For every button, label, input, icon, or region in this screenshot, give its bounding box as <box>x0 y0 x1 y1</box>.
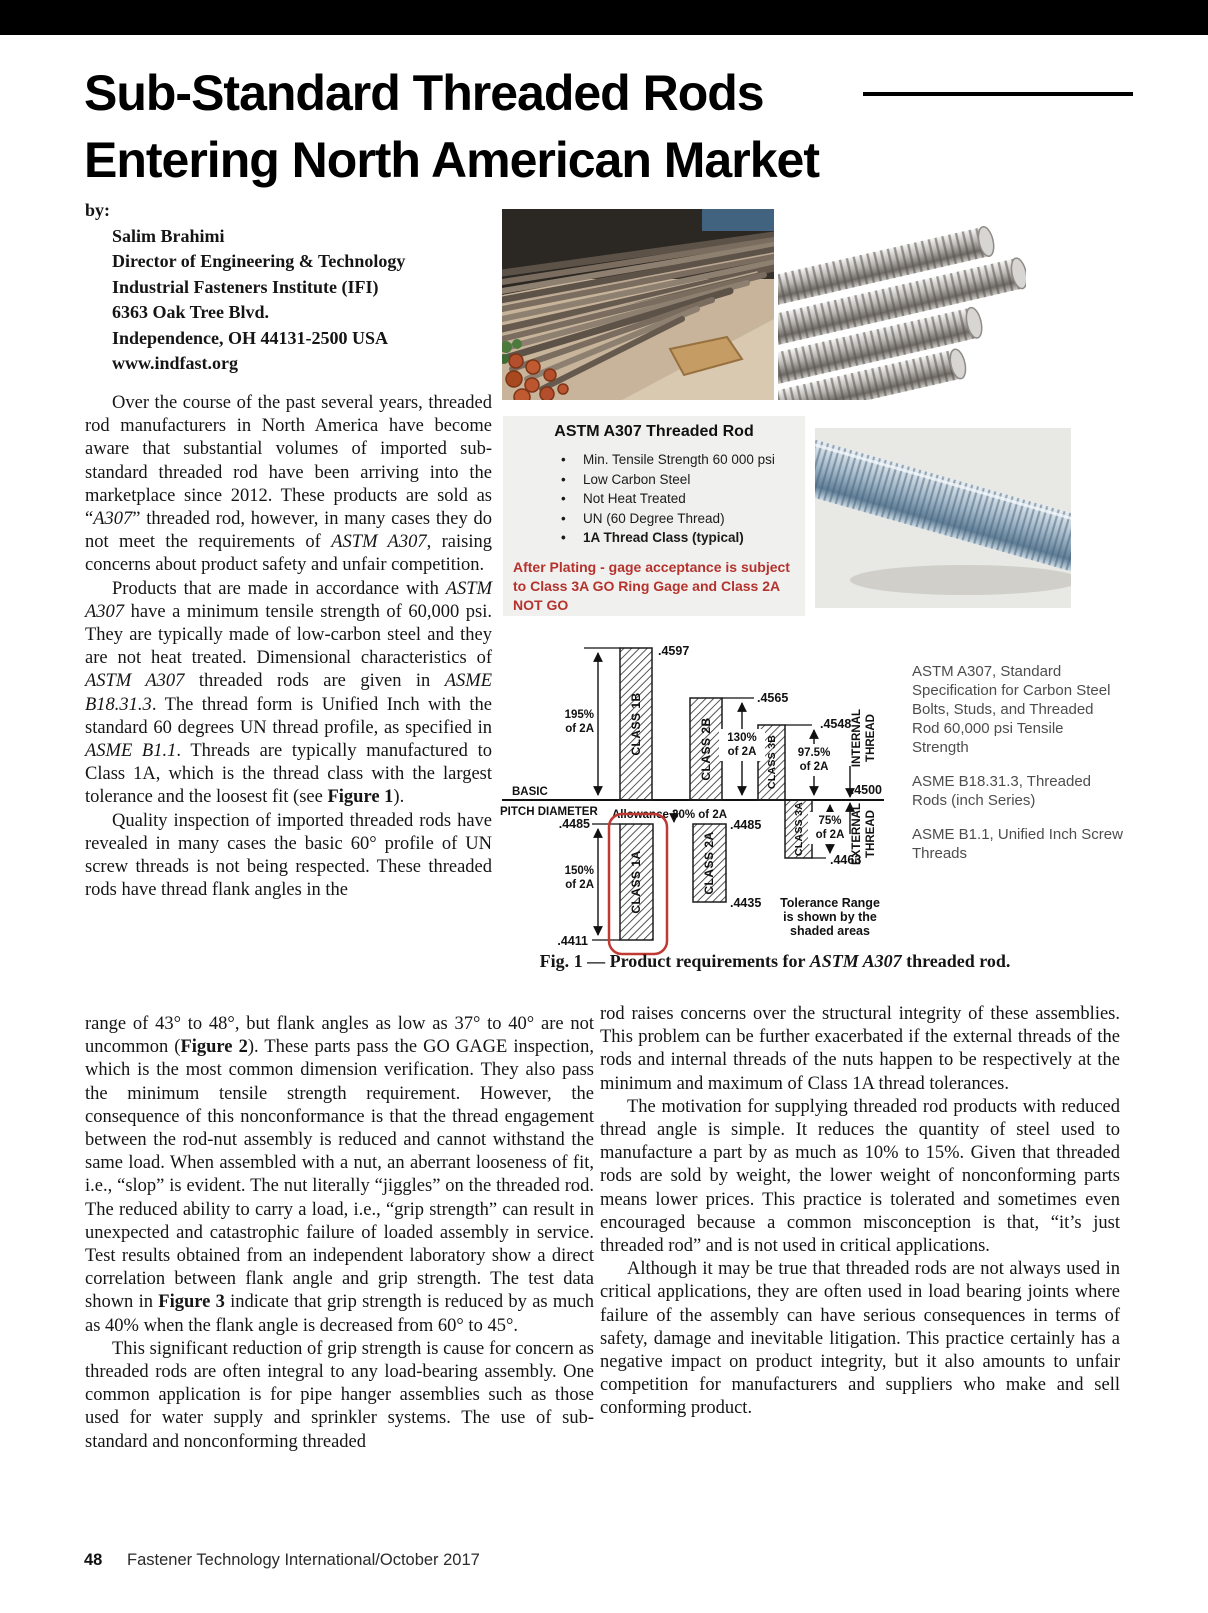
info-box-title: ASTM A307 Threaded Rod <box>554 423 754 440</box>
value-4500: .4500 <box>850 783 882 797</box>
photo-zinc-plated-rod-art <box>815 428 1071 608</box>
photo-threaded-rods-white-art <box>778 209 1026 400</box>
paragraph: Over the course of the past several years, threaded rod manufacturers in North America have become aware that substantial volumes of imported sub-standard threaded rod have been arriving into the marketplace since 2012. These products are sold as “A307” threaded rod, however, in many cases they do not meet the requirements of ASTM A307, raising concerns about product safety and unfair competition. <box>85 393 492 576</box>
photo-threaded-rods-white <box>778 209 1026 400</box>
astm-a307-info-box <box>503 416 805 616</box>
external-thread-label-1: EXTERNAL <box>851 803 863 865</box>
tol-1b-line2: of 2A <box>565 723 594 735</box>
caption-standard-name: ASTM A307 <box>809 951 902 971</box>
class-2a-label: CLASS 2A <box>702 831 716 895</box>
tol-3b-line2: of 2A <box>799 761 829 773</box>
reference-astm-a307: ASTM A307, Standard Specification for Carbon Steel Bolts, Studs, and Threaded Rod 60,000 psi Tensile Strength <box>912 663 1111 756</box>
value-4485-right: .4485 <box>730 818 762 832</box>
value-4597: .4597 <box>658 644 690 658</box>
allowance-label: Allowance 30% of 2A <box>612 809 728 821</box>
article-column-right <box>600 1003 1120 1421</box>
bullet-icon: • <box>561 452 566 467</box>
author-city: Independence, OH 44131-2500 USA <box>112 327 389 348</box>
bullet-item: • Low Carbon Steel <box>561 470 805 490</box>
byline-label: by: <box>85 200 111 220</box>
tol-2b-line2: of 2A <box>727 746 757 758</box>
class-2b-label: CLASS 2B <box>699 717 713 781</box>
figure1-svg <box>498 618 890 958</box>
class-3a-label: CLASS 3A <box>793 801 805 857</box>
bullet-icon: • <box>561 471 566 487</box>
external-thread-label-2: THREAD <box>865 810 877 858</box>
class-1a-label: CLASS 1A <box>629 850 643 914</box>
bullet-icon: • <box>561 491 566 506</box>
page-number: 48 <box>84 1551 103 1569</box>
reference-asme-b1-1: ASME B1.1, Unified Inch Screw Threads <box>912 826 1123 862</box>
tol-2b-line1: 130% <box>727 732 757 744</box>
class-3b-label: CLASS 3B <box>766 734 778 790</box>
value-4485-left: .4485 <box>558 817 590 831</box>
author-title: Director of Engineering & Technology <box>112 251 406 271</box>
info-box-bullet-list <box>503 450 805 548</box>
tol-1a-line2: of 2A <box>565 879 594 891</box>
tol-3a-line1: 75% <box>818 815 842 827</box>
tol-1a-line1: 150% <box>564 865 594 877</box>
basic-label: BASIC <box>512 786 548 798</box>
title-rule <box>863 92 1133 96</box>
author-address: 6363 Oak Tree Blvd. <box>112 302 270 322</box>
paragraph: rod raises concerns over the structural integrity of these assemblies. This problem can be further exacerbated if the external threads of the rods and internal threads of the nuts happen to be respectively at the minimum and maximum of Class 1A thread tolerances. <box>600 1004 1120 1094</box>
value-4548: .4548 <box>820 717 852 731</box>
paragraph: Quality inspection of imported threaded rods have revealed in many cases the basic 60° profile of UN screw threads is not being respected. These threaded rods have thread flank angles in the <box>85 810 492 901</box>
author-name: Salim Brahimi <box>112 225 225 246</box>
standards-references <box>912 662 1124 878</box>
bullet-icon: • <box>561 530 566 545</box>
class-1b-label: CLASS 1B <box>629 692 643 756</box>
tol-1b-line1: 195% <box>564 709 594 721</box>
publication-footer: Fastener Technology International/October 2017 <box>127 1551 480 1569</box>
tolerance-note-line2: is shown by the <box>783 910 877 924</box>
pitch-diameter-label: PITCH DIAMETER <box>500 806 598 818</box>
bullet-item: • Min. Tensile Strength 60 000 psi <box>561 450 805 470</box>
tolerance-note-line3: shaded areas <box>790 924 870 938</box>
bullet-item: • Not Heat Treated <box>561 489 805 509</box>
tol-3b-line1: 97.5% <box>797 747 831 759</box>
plating-warning-text: After Plating - gage acceptance is subject to Class 3A GO Ring Gage and Class 2A NOT GO <box>513 558 790 613</box>
internal-thread-label-2: THREAD <box>865 714 877 762</box>
tol-3a-line2: of 2A <box>815 829 845 841</box>
bullet-icon: • <box>561 510 566 526</box>
photo-zinc-plated-rod <box>815 428 1071 608</box>
author-website: www.indfast.org <box>112 353 239 373</box>
value-4565: .4565 <box>757 691 789 705</box>
photo-threaded-rods-warehouse <box>502 209 774 400</box>
internal-thread-label-1: INTERNAL <box>851 708 863 768</box>
article-title-line1: Sub-Standard Threaded Rods <box>84 65 764 121</box>
bullet-item: • 1A Thread Class (typical) <box>561 528 805 548</box>
paragraph: Although it may be true that threaded rods are not always used in critical applications, they are often used in load bearing joints where failure of the assembly can have serious consequences in terms of safety, damage and inevitable litigation. This practice certainly has a negative impact on product integrity, but it also amounts to unfair competition for manufacturers and suppliers who make and sell conforming product. <box>600 1259 1120 1419</box>
value-4435: .4435 <box>730 896 762 910</box>
paragraph: This significant reduction of grip strength is cause for concern as threaded rods are often integral to any load-bearing assembly. One common application is for pipe hanger assemblies such as those used for water supply and sprinkler systems. The use of sub-standard and nonconforming threaded <box>85 1338 594 1452</box>
value-4463: .4463 <box>830 853 862 867</box>
article-title-line2: Entering North American Market <box>84 132 819 188</box>
value-4411: .4411 <box>557 934 588 948</box>
top-black-bar <box>0 0 1208 35</box>
figure1-diagram <box>498 618 890 958</box>
paragraph: range of 43° to 48°, but flank angles as low as 37° to 40° are not uncommon (Figure 2). These parts pass the GO GAGE inspection, which is the most common dimension verification. They also pass the minimum tensile strength requirement. However, the consequence of this nonconformance is that the thread engagement between the rod-nut assembly is reduced and cannot withstand the same load. When assembled with a nut, an aberrant looseness of fit, i.e., “slop” is evident. The nut literally “jiggles” on the threaded rod. The reduced ability to carry a load, i.e., “grip strength” can result in unexpected and catastrophic failure of loaded assembly in service. Test results obtained from an independent laboratory show a direct correlation between flank angle and grip strength. The test data shown in Figure 3 indicate that grip strength is reduced by as much as 40% when the flank angle is decreased from 60° to 45°. <box>85 1014 594 1336</box>
article-column-left <box>85 1013 594 1454</box>
bullet-item: • UN (60 Degree Thread) <box>561 509 805 529</box>
byline <box>85 198 405 377</box>
figure1-caption: Fig. 1 — Product requirements for ASTM A307 threaded rod. <box>539 951 1011 971</box>
tolerance-note-line1: Tolerance Range <box>780 896 880 910</box>
author-org: Industrial Fasteners Institute (IFI) <box>112 276 379 297</box>
paragraph: The motivation for supplying threaded rod products with reduced thread angle is simple. It reduces the quantity of steel used to manufacture a part by as much as 10% to 15%. Given that threaded rods are sold by weight, the lower weight of nonconforming parts means lower prices. This practice is tolerated and sometimes even encouraged because a common misconception is that, “it’s just threaded rod” and is not used in critical applications. <box>600 1096 1120 1257</box>
paragraph: Products that are made in accordance with ASTM A307 have a minimum tensile strength of 60,000 psi. They are typically made of low-carbon steel and they are not heat treated. Dimensional characteristics of ASTM A307 threaded rods are given in ASME B18.31.3. The thread form is Unified Inch with the standard 60 degrees UN thread profile, as specified in ASME B1.1. Threads are typically manufactured to Class 1A, which is the thread class with the largest tolerance and the loosest fit (see Figure 1). <box>85 578 492 808</box>
photo-threaded-rods-warehouse-art <box>502 209 774 400</box>
reference-asme-b18-31-3: ASME B18.31.3, Threaded Rods (inch Series) <box>912 773 1092 809</box>
article-column-narrow <box>85 392 492 902</box>
